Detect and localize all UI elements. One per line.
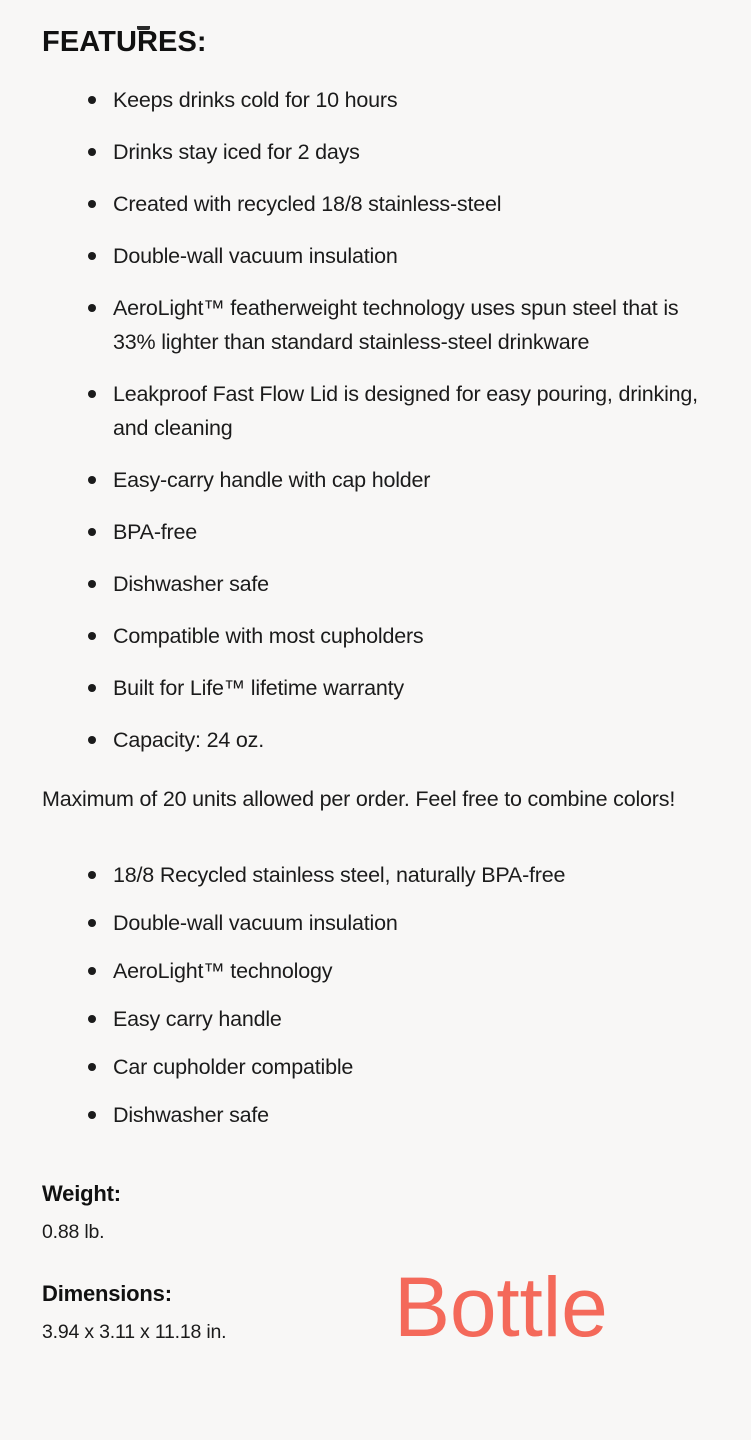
bullet-icon xyxy=(88,684,96,692)
feature-item xyxy=(42,567,707,601)
bullet-icon xyxy=(88,476,96,484)
bullet-icon xyxy=(88,1015,96,1023)
weight-spec xyxy=(42,1180,707,1244)
highlight-item xyxy=(42,906,707,940)
feature-item-text: Capacity: 24 oz. xyxy=(113,728,264,752)
highlight-item-text: Double-wall vacuum insulation xyxy=(113,911,398,935)
bullet-icon xyxy=(88,390,96,398)
feature-item xyxy=(42,291,707,359)
bullet-icon xyxy=(88,967,96,975)
feature-item xyxy=(42,515,707,549)
feature-item xyxy=(42,619,707,653)
bottle-watermark-text: Bottle xyxy=(394,1260,608,1354)
highlight-item xyxy=(42,954,707,988)
feature-item-text: Drinks stay iced for 2 days xyxy=(113,140,360,164)
highlight-item-text: Dishwasher safe xyxy=(113,1103,269,1127)
features-list xyxy=(42,83,707,757)
product-description-section xyxy=(0,26,751,1344)
dimensions-label: Dimensions: xyxy=(42,1281,172,1306)
bullet-icon xyxy=(88,148,96,156)
highlight-item xyxy=(42,1098,707,1132)
bullet-icon xyxy=(88,919,96,927)
feature-item-text: Built for Life™ lifetime warranty xyxy=(113,676,404,700)
feature-item-text: Easy-carry handle with cap holder xyxy=(113,468,431,492)
feature-item-text: Double-wall vacuum insulation xyxy=(113,244,398,268)
feature-item-text: BPA-free xyxy=(113,520,198,544)
feature-item xyxy=(42,463,707,497)
feature-item-text: Dishwasher safe xyxy=(113,572,269,596)
bullet-icon xyxy=(88,1063,96,1071)
highlight-item xyxy=(42,1002,707,1036)
order-note: Maximum of 20 units allowed per order. Feel free to combine colors! xyxy=(42,787,676,811)
dimensions-value: 3.94 x 3.11 x 11.18 in. xyxy=(42,1321,227,1343)
bullet-icon xyxy=(88,528,96,536)
highlight-item xyxy=(42,858,707,892)
feature-item xyxy=(42,135,707,169)
feature-item-text: Compatible with most cupholders xyxy=(113,624,424,648)
feature-item xyxy=(42,187,707,221)
bullet-icon xyxy=(88,96,96,104)
feature-item xyxy=(42,671,707,705)
highlight-item-text: 18/8 Recycled stainless steel, naturally BPA-free xyxy=(113,863,566,887)
highlights-list xyxy=(42,858,707,1132)
bullet-icon xyxy=(88,304,96,312)
weight-value: 0.88 lb. xyxy=(42,1221,105,1243)
feature-item-text: Created with recycled 18/8 stainless-steel xyxy=(113,192,502,216)
feature-item xyxy=(42,723,707,757)
feature-item-text: Keeps drinks cold for 10 hours xyxy=(113,88,398,112)
weight-label: Weight: xyxy=(42,1181,121,1206)
bullet-icon xyxy=(88,871,96,879)
highlight-item-text: Car cupholder compatible xyxy=(113,1055,354,1079)
bullet-icon xyxy=(88,200,96,208)
bullet-icon xyxy=(88,1111,96,1119)
bullet-icon xyxy=(88,736,96,744)
bullet-icon xyxy=(88,252,96,260)
feature-item xyxy=(42,239,707,273)
feature-item xyxy=(42,377,707,445)
bullet-icon xyxy=(88,580,96,588)
features-heading: FEATURES: xyxy=(42,26,207,58)
feature-item-text: Leakproof Fast Flow Lid is designed for easy pouring, drinking, and cleaning xyxy=(113,382,698,440)
highlight-item-text: Easy carry handle xyxy=(113,1007,282,1031)
bullet-icon xyxy=(88,632,96,640)
feature-item-text: AeroLight™ featherweight technology uses spun steel that is 33% lighter than standard stainless-steel drinkware xyxy=(113,296,679,354)
highlight-item-text: AeroLight™ technology xyxy=(113,959,333,983)
highlight-item xyxy=(42,1050,707,1084)
feature-item xyxy=(42,83,707,117)
